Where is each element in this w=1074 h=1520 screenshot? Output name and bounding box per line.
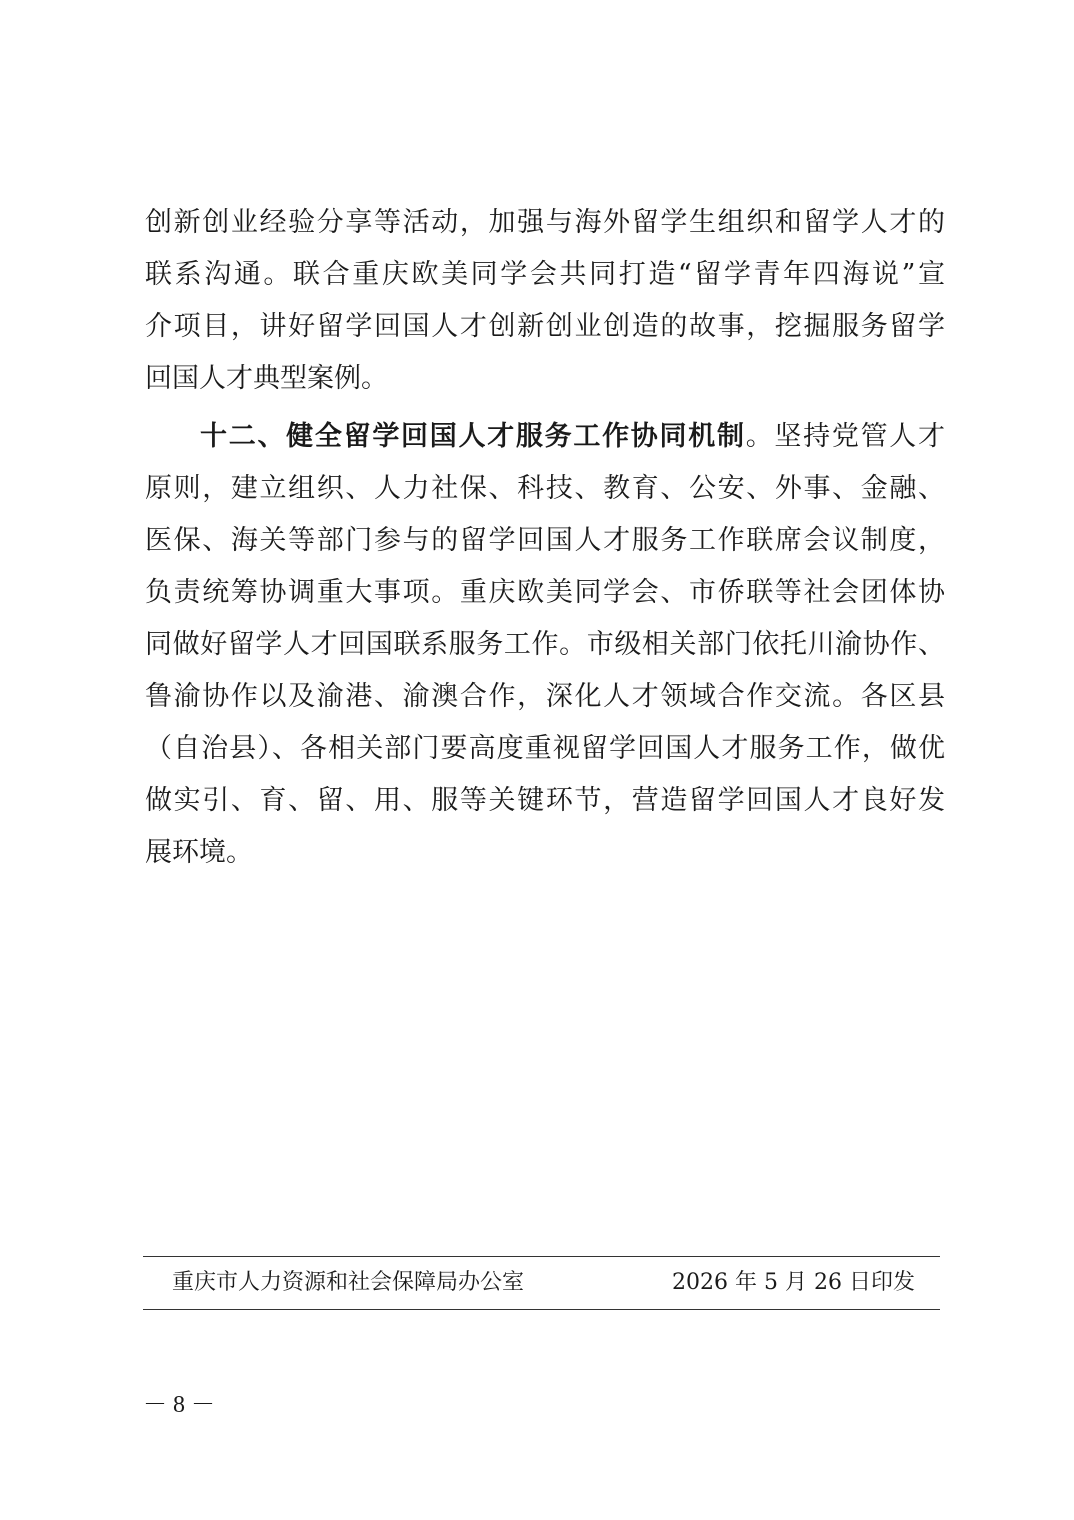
paragraph-1-line: 回国人才典型案例。 bbox=[145, 363, 388, 394]
paragraph-2-line: 原则，建立组织、人力社保、科技、教育、公安、外事、金融、 bbox=[145, 473, 945, 504]
paragraph-2-line: 负责统筹协调重大事项。重庆欧美同学会、市侨联等社会团体协 bbox=[145, 577, 945, 608]
paragraph-1-line: 联系沟通。联合重庆欧美同学会共同打造“留学青年四海说”宣 bbox=[145, 259, 945, 290]
footer-issuer: 重庆市人力资源和社会保障局办公室 bbox=[172, 1270, 525, 1295]
paragraph-2-line: 医保、海关等部门参与的留学回国人才服务工作联席会议制度， bbox=[145, 525, 945, 556]
paragraph-2-first-line bbox=[145, 411, 945, 463]
paragraph-2-line: 鲁渝协作以及渝港、渝澳合作，深化人才领域合作交流。各区县 bbox=[145, 681, 945, 712]
footer-issue-date: 2026 年 5 月 26 日印发 bbox=[672, 1270, 915, 1295]
page-number: － 8 － bbox=[143, 1392, 215, 1418]
footer-top-rule bbox=[143, 1256, 940, 1257]
footer-bottom-rule bbox=[143, 1309, 940, 1310]
paragraph-2-line: 做实引、育、留、用、服等关键环节，营造留学回国人才良好发 bbox=[145, 785, 945, 816]
section-heading: 十二、健全留学回国人才服务工作协同机制 bbox=[200, 421, 746, 452]
paragraph-1-line: 介项目，讲好留学回国人才创新创业创造的故事，挖掘服务留学 bbox=[145, 311, 945, 342]
body-text bbox=[145, 197, 945, 879]
paragraph-2-first-line-rest: 。坚持党管人才 bbox=[745, 421, 946, 452]
paragraph-2-line: 同做好留学人才回国联系服务工作。市级相关部门依托川渝协作、 bbox=[145, 629, 945, 660]
paragraph-1-line: 创新创业经验分享等活动，加强与海外留学生组织和留学人才的 bbox=[145, 207, 945, 238]
paragraph-2-line: 展环境。 bbox=[145, 837, 253, 868]
paragraph-2-line: （自治县）、各相关部门要高度重视留学回国人才服务工作，做优 bbox=[145, 733, 945, 764]
